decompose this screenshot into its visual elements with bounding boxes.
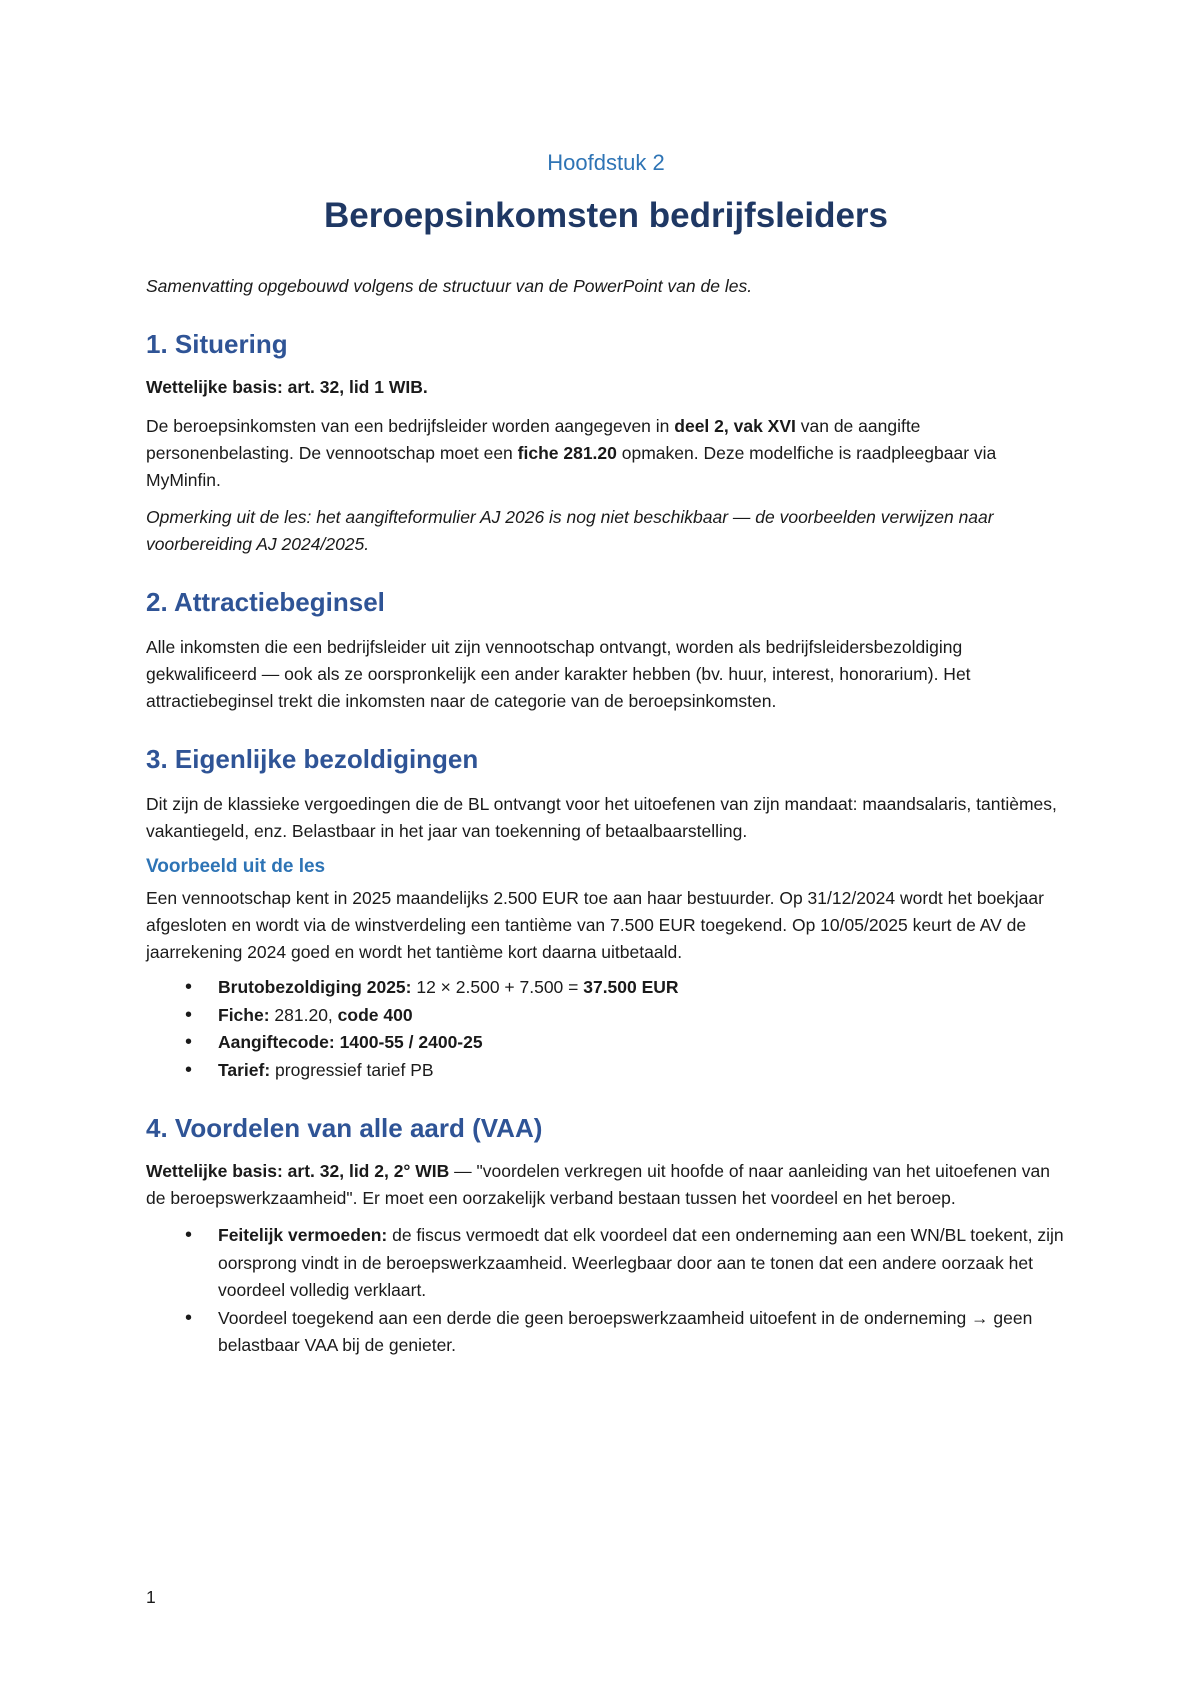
bullet-label: Feitelijk vermoeden: <box>218 1225 388 1245</box>
document-body <box>146 148 1066 1360</box>
list-item <box>218 1305 1066 1360</box>
legal-basis-s1 <box>146 374 1066 401</box>
strong-run: deel 2, vak XVI <box>674 416 796 436</box>
list-item <box>218 974 1066 1002</box>
subheading-example: Voorbeeld uit de les <box>146 856 326 877</box>
bullet-label: Fiche: <box>218 1004 270 1025</box>
list-item <box>218 1222 1066 1305</box>
bullet-strong: 37.500 EUR <box>583 977 679 997</box>
section-heading-vaa: 4. Voordelen van alle aard (VAA) <box>146 1113 543 1143</box>
bullet-strong: 1400-55 / 2400-25 <box>339 1032 483 1052</box>
bullet-label: Aangiftecode: <box>218 1032 335 1052</box>
paragraph-situering <box>146 413 1066 494</box>
chapter-label: Hoofdstuk 2 <box>547 150 665 175</box>
paragraph-vaa <box>146 1158 1066 1212</box>
document-title: Beroepsinkomsten bedrijfsleiders <box>323 196 889 235</box>
paragraph-example: Een vennootschap kent in 2025 maandelijks 2.500 EUR toe aan haar bestuurder. Op 31/12/2024 wordt het boekjaar afgesloten en wordt via de winstverdeling een tantième van 7.500 EUR toegekend. Op 10/05/2025 keurt de AV de jaarrekening 2024 goed en wordt het tantième kort daarna uitbetaald. <box>146 888 1044 962</box>
paragraph-bezoldigingen: Dit zijn de klassieke vergoedingen die de BL ontvangt voor het uitoefenen van zijn mandaat: maandsalaris, tantièmes, vakantiegeld, enz. Belastbaar in het jaar van toekenning of betaalbaarstelling. <box>146 794 1057 841</box>
list-item <box>218 1057 1066 1085</box>
bullet-text: 281.20, <box>269 1004 338 1025</box>
vaa-bullet-list <box>146 1222 1066 1360</box>
remark-paragraph: Opmerking uit de les: het aangifteformulier AJ 2026 is nog niet beschikbaar — de voorbeelden verwijzen naar voorbereiding AJ 2024/2025. <box>146 507 994 554</box>
section-heading-bezoldigingen: 3. Eigenlijke bezoldigingen <box>146 744 479 774</box>
paragraph-attractiebeginsel: Alle inkomsten die een bedrijfsleider uit zijn vennootschap ontvangt, worden als bedrijfsleidersbezoldiging gekwalificeerd — ook als ze oorspronkelijk een ander karakter hebben (bv. huur, interest, honorarium). Het attractiebeginsel trekt die inkomsten naar de categorie van de beroepsinkomsten. <box>146 637 971 711</box>
text-run: van de aangifte personenbelasting. De vennootschap moet een <box>146 416 921 463</box>
bullet-text: progressief tarief PB <box>270 1059 434 1080</box>
list-item <box>218 1002 1066 1030</box>
bullet-text: 12 × 2.500 + 7.500 = <box>411 977 584 997</box>
text-run: opmaken. Deze modelfiche is raadpleegbaar via MyMinfin. <box>146 443 997 490</box>
section-heading-attractiebeginsel: 2. Attractiebeginsel <box>146 587 385 617</box>
intro-note: Samenvatting opgebouwd volgens de structuur van de PowerPoint van de les. <box>146 276 753 296</box>
bullet-label: Tarief: <box>218 1059 271 1080</box>
page-number: 1 <box>146 1587 156 1607</box>
bullet-text: de fiscus vermoedt dat elk voordeel dat een onderneming aan een WN/BL toekent, zijn oorsprong vindt in de beroepswerkzaamheid. Weerlegbaar door aan te tonen dat een andere oorzaak het voordeel volledig verklaart. <box>218 1225 1064 1300</box>
legal-basis-label: Wettelijke basis: art. 32, lid 1 WIB. <box>146 377 428 397</box>
strong-run: fiche 281.20 <box>517 443 617 463</box>
section-heading-situering: 1. Situering <box>146 329 288 359</box>
bullet-strong: code 400 <box>337 1004 413 1025</box>
example-bullet-list <box>146 974 1066 1084</box>
legal-basis-label: Wettelijke basis: art. 32, lid 2, 2° WIB <box>146 1161 450 1181</box>
bullet-text: Voordeel toegekend aan een derde die geen beroepswerkzaamheid uitoefent in de onderneming → geen belastbaar VAA bij de genieter. <box>218 1307 1033 1355</box>
text-run: — "voordelen verkregen uit hoofde of naar aanleiding van het uitoefenen van de beroepswerkzaamheid". Er moet een oorzakelijk verband bestaan tussen het voordeel en het beroep. <box>146 1161 1050 1208</box>
text-run: De beroepsinkomsten van een bedrijfsleider worden aangegeven in <box>146 416 675 436</box>
list-item <box>218 1029 1066 1057</box>
bullet-label: Brutobezoldiging 2025: <box>218 977 412 997</box>
